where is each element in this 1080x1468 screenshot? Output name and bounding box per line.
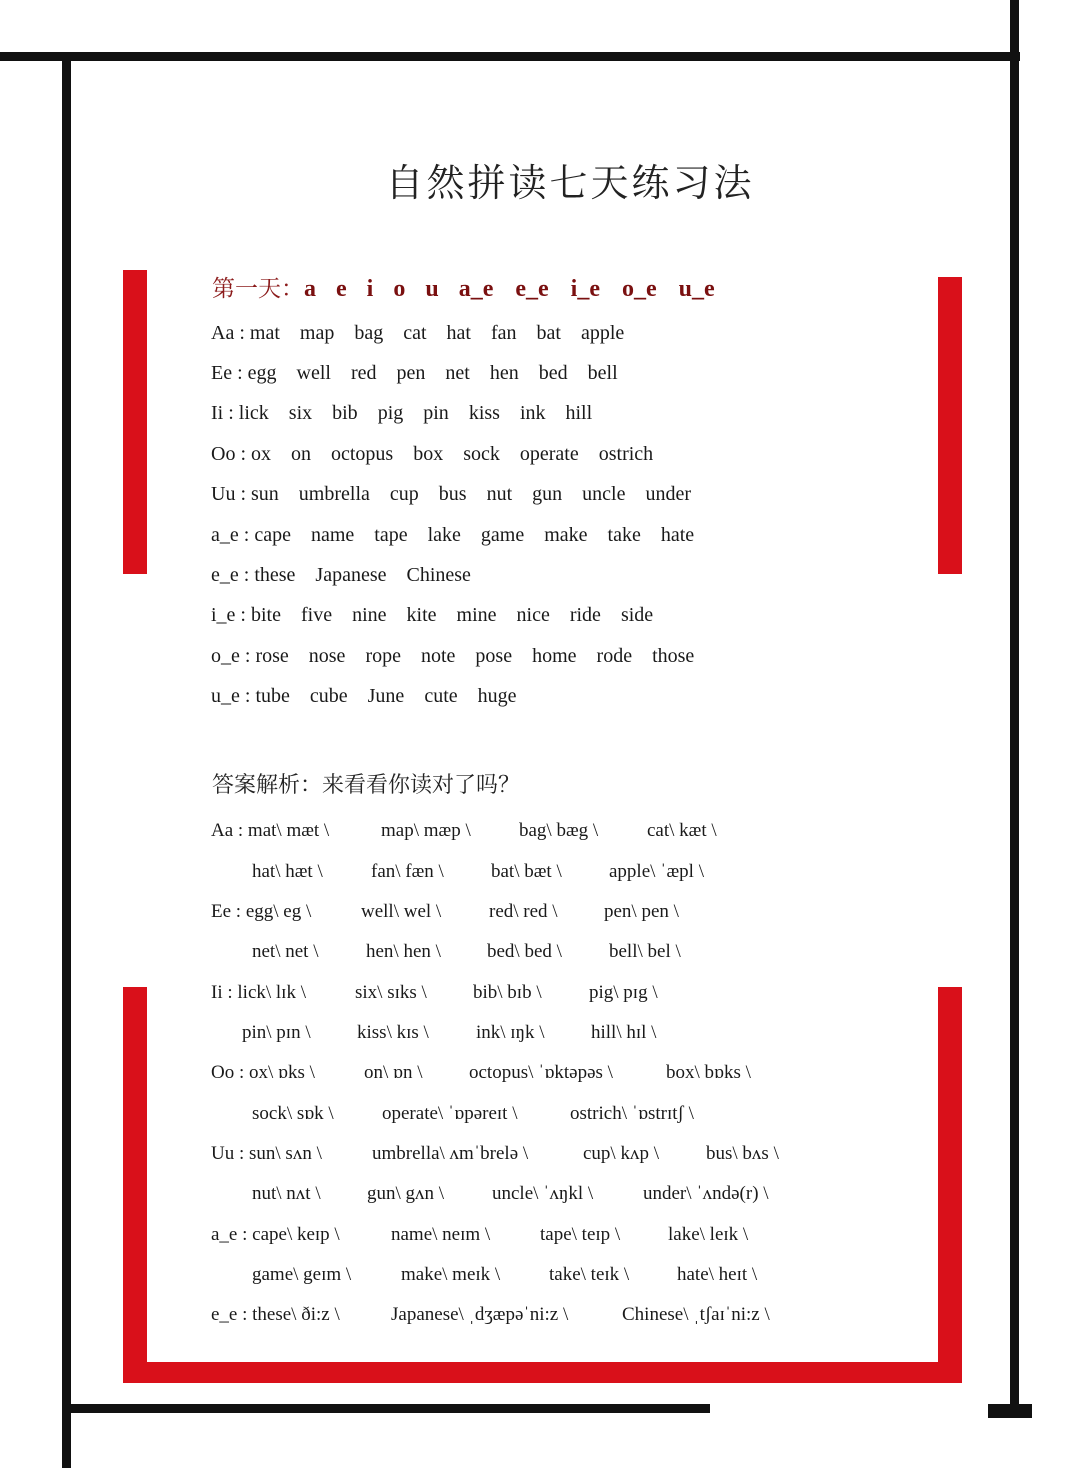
practice-row-head: o_e : <box>211 645 256 667</box>
practice-word: umbrella <box>298 483 370 505</box>
answer-entry: bed\ bed \ <box>487 941 562 962</box>
practice-word: these <box>254 564 296 586</box>
practice-word: pose <box>475 645 513 667</box>
practice-word: nose <box>308 645 346 667</box>
answer-entry: red\ red \ <box>489 901 558 922</box>
answer-entry: Oo : ox\ ɒks \ <box>211 1062 315 1083</box>
practice-word: rode <box>596 645 633 667</box>
practice-row <box>211 524 714 547</box>
practice-word: pig <box>377 402 404 424</box>
answer-entry: apple\ ˈæpl \ <box>609 861 704 882</box>
practice-word: bat <box>536 322 561 344</box>
red-bar-top-left <box>123 270 147 574</box>
practice-word: cute <box>424 685 458 707</box>
practice-word: nut <box>486 483 513 505</box>
frame-right-line <box>1010 0 1019 1410</box>
practice-row-head: a_e : <box>211 524 255 546</box>
practice-word: name <box>310 524 355 546</box>
practice-word: lick <box>238 402 269 424</box>
day1-vowel: e_e <box>515 276 549 302</box>
practice-row <box>211 402 612 425</box>
practice-word: under <box>645 483 691 505</box>
practice-row <box>211 685 537 708</box>
day1-vowel: u <box>425 276 439 302</box>
answer-row <box>0 1183 1000 1213</box>
frame-left-line <box>62 52 71 1468</box>
day1-vowel: e <box>336 276 347 302</box>
practice-word: cape <box>254 524 291 546</box>
answer-entry: Chinese\ ˌtʃaɪˈni:z \ <box>622 1304 770 1325</box>
day1-vowel-list <box>304 276 737 302</box>
practice-word: home <box>532 645 577 667</box>
answer-entry: hen\ hen \ <box>366 941 441 962</box>
answer-entry: tape\ teɪp \ <box>540 1224 621 1245</box>
practice-word: cat <box>403 322 427 344</box>
practice-word: kite <box>406 604 437 626</box>
practice-word: tape <box>374 524 408 546</box>
practice-word: June <box>367 685 405 707</box>
practice-word: hat <box>446 322 471 344</box>
answer-entry: bat\ bæt \ <box>491 861 562 882</box>
answer-row <box>0 820 1000 850</box>
practice-row-head: u_e : <box>211 685 256 707</box>
answer-entry: make\ meɪk \ <box>401 1264 501 1285</box>
practice-row <box>211 483 711 506</box>
practice-word: bag <box>354 322 384 344</box>
practice-word: operate <box>519 443 579 465</box>
answer-row <box>0 1224 1000 1254</box>
answer-entry: lake\ leɪk \ <box>668 1224 749 1245</box>
practice-word: pin <box>423 402 449 424</box>
practice-word: note <box>420 645 456 667</box>
answer-entry: name\ neɪm \ <box>391 1224 491 1245</box>
practice-row <box>211 322 644 345</box>
practice-row <box>211 604 673 627</box>
practice-word: map <box>299 322 335 344</box>
practice-word: bib <box>332 402 358 424</box>
practice-word: nine <box>352 604 387 626</box>
answer-entry: Japanese\ ˌdʒæpəˈni:z \ <box>391 1304 569 1325</box>
practice-row <box>211 645 714 668</box>
page-title: 自然拼读七天练习法 <box>385 161 755 205</box>
answer-row <box>0 861 1000 891</box>
practice-word: Chinese <box>406 564 471 586</box>
practice-row-head: Ii : <box>211 402 239 424</box>
frame-top-line <box>0 52 1020 61</box>
practice-word: egg <box>247 362 277 384</box>
answer-entry: hill\ hɪl \ <box>591 1022 657 1043</box>
practice-word: mat <box>249 322 280 344</box>
practice-word: net <box>445 362 470 384</box>
answer-entry: operate\ ˈɒpəreɪt \ <box>382 1103 518 1124</box>
answer-entry: fan\ fæn \ <box>371 861 444 882</box>
practice-word: bus <box>438 483 467 505</box>
practice-word: cup <box>389 483 419 505</box>
practice-word: well <box>296 362 331 384</box>
answer-entry: on\ ɒn \ <box>364 1062 423 1083</box>
practice-word: ink <box>519 402 546 424</box>
practice-word: pen <box>396 362 426 384</box>
answer-entry: pig\ pɪg \ <box>589 982 658 1003</box>
answer-entry: bag\ bæg \ <box>519 820 599 841</box>
practice-word: Japanese <box>315 564 387 586</box>
practice-row-head: Ee : <box>211 362 248 384</box>
answer-entry: box\ bɒks \ <box>666 1062 751 1083</box>
practice-row-head: Aa : <box>211 322 250 344</box>
answer-row <box>0 941 1000 971</box>
practice-word: ostrich <box>598 443 654 465</box>
answer-entry: bib\ bɪb \ <box>473 982 542 1003</box>
answer-entry: net\ net \ <box>252 941 319 962</box>
answer-entry: bell\ bel \ <box>609 941 681 962</box>
practice-word: kiss <box>468 402 500 424</box>
answer-row <box>0 982 1000 1012</box>
answer-entry: Aa : mat\ mæt \ <box>211 820 330 841</box>
answer-row <box>0 1304 1000 1334</box>
answer-entry: e_e : these\ ði:z \ <box>211 1304 340 1325</box>
answer-entry: Ii : lick\ lɪk \ <box>211 982 306 1003</box>
practice-word: on <box>291 443 311 465</box>
answer-entry: Uu : sun\ sʌn \ <box>211 1143 322 1164</box>
answer-entry: ostrich\ ˈɒstrɪtʃ \ <box>570 1103 694 1124</box>
practice-word: apple <box>580 322 625 344</box>
practice-row <box>211 564 491 587</box>
answer-entry: bus\ bʌs \ <box>706 1143 779 1164</box>
day1-label: 第一天： <box>212 276 304 302</box>
day1-vowel: u_e <box>678 276 715 302</box>
practice-word: bite <box>251 604 281 626</box>
practice-row <box>211 443 673 466</box>
answers-title: 答案解析：来看看你读对了吗？ <box>212 773 521 798</box>
answer-entry: well\ wel \ <box>361 901 442 922</box>
answer-row <box>0 1103 1000 1133</box>
practice-word: rose <box>255 645 289 667</box>
answer-entry: kiss\ kɪs \ <box>357 1022 429 1043</box>
answer-entry: pin\ pɪn \ <box>242 1022 311 1043</box>
practice-word: side <box>620 604 654 626</box>
practice-word: sun <box>251 483 279 505</box>
answer-entry: take\ teɪk \ <box>549 1264 630 1285</box>
red-bar-top-right <box>938 277 962 574</box>
practice-word: rope <box>365 645 401 667</box>
day1-header <box>212 270 737 303</box>
practice-word: huge <box>477 685 517 707</box>
practice-word: game <box>480 524 525 546</box>
frame-bottom-right-block <box>988 1404 1032 1418</box>
practice-word: ox <box>251 443 271 465</box>
day1-vowel: o_e <box>621 276 657 302</box>
practice-row-head: Oo : <box>211 443 251 465</box>
practice-word: hill <box>565 402 593 424</box>
answer-entry: a_e : cape\ keɪp \ <box>211 1224 340 1245</box>
practice-word: five <box>301 604 333 626</box>
practice-word: octopus <box>331 443 394 465</box>
practice-word: those <box>652 645 695 667</box>
practice-word: uncle <box>582 483 626 505</box>
practice-word: nice <box>516 604 550 626</box>
practice-word: hate <box>660 524 695 546</box>
answer-entry: cat\ kæt \ <box>647 820 717 841</box>
answer-entry: ink\ ɪŋk \ <box>476 1022 545 1043</box>
practice-row-head: e_e : <box>211 564 255 586</box>
practice-word: bed <box>538 362 568 384</box>
practice-word: tube <box>255 685 290 707</box>
answer-entry: map\ mæp \ <box>381 820 471 841</box>
answer-row <box>0 1264 1000 1294</box>
frame-bottom-line <box>62 1404 710 1413</box>
answer-row <box>0 1062 1000 1092</box>
practice-word: make <box>544 524 588 546</box>
practice-word: fan <box>490 322 517 344</box>
practice-row-head: Uu : <box>211 483 251 505</box>
practice-word: ride <box>569 604 601 626</box>
answer-entry: umbrella\ ʌmˈbrelə \ <box>372 1143 529 1164</box>
answer-entry: nut\ nʌt \ <box>252 1183 321 1204</box>
answer-row <box>0 901 1000 931</box>
practice-word: cube <box>309 685 348 707</box>
practice-word: sock <box>463 443 500 465</box>
answer-entry: under\ ˈʌndə(r) \ <box>643 1183 769 1204</box>
practice-word: lake <box>427 524 461 546</box>
answer-entry: pen\ pen \ <box>604 901 679 922</box>
answer-entry: uncle\ ˈʌŋkl \ <box>492 1183 594 1204</box>
day1-vowel: a <box>304 276 316 302</box>
practice-word: box <box>413 443 444 465</box>
practice-word: hen <box>489 362 519 384</box>
answer-entry: cup\ kʌp \ <box>583 1143 659 1164</box>
answer-entry: octopus\ ˈɒktəpəs \ <box>469 1062 613 1083</box>
answer-entry: Ee : egg\ eg \ <box>211 901 312 922</box>
answer-row <box>0 1022 1000 1052</box>
answer-entry: gun\ gʌn \ <box>367 1183 445 1204</box>
practice-word: mine <box>456 604 497 626</box>
practice-row-head: i_e : <box>211 604 251 626</box>
answer-entry: game\ geɪm \ <box>252 1264 352 1285</box>
answer-entry: six\ sɪks \ <box>355 982 427 1003</box>
practice-word: bell <box>587 362 618 384</box>
practice-row <box>211 362 638 385</box>
day1-vowel: i <box>366 276 374 302</box>
day1-vowel: a_e <box>458 276 494 302</box>
answer-entry: hat\ hæt \ <box>252 861 323 882</box>
practice-word: red <box>350 362 377 384</box>
practice-word: gun <box>532 483 563 505</box>
answer-entry: hate\ heɪt \ <box>677 1264 758 1285</box>
answer-row <box>0 1143 1000 1173</box>
answer-entry: sock\ sɒk \ <box>252 1103 334 1124</box>
day1-vowel: o <box>393 276 406 302</box>
red-bar-bottom <box>123 1362 962 1383</box>
day1-vowel: i_e <box>570 276 600 302</box>
practice-word: six <box>288 402 313 424</box>
practice-word: take <box>607 524 641 546</box>
